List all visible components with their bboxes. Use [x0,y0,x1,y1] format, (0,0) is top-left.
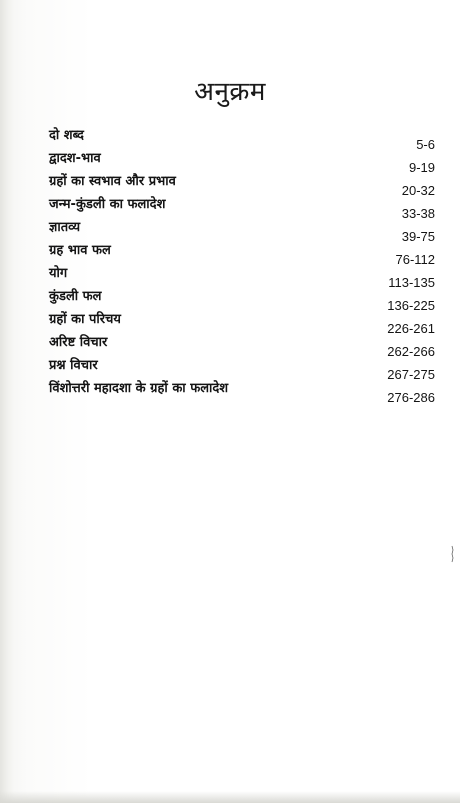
toc-entry-pages: 39-75 [401,229,435,244]
toc-entry [49,266,441,289]
paper-mark [451,545,454,563]
toc-entry [49,128,441,151]
toc-entry-title: ग्रहों का स्वभाव और प्रभाव [49,174,176,189]
toc-entry-pages: 136-225 [387,298,435,313]
toc-entry-pages: 226-261 [387,321,435,336]
toc-entry-pages: 262-266 [387,344,435,359]
toc-entry-title: ग्रहों का परिचय [49,312,121,327]
toc-entry-title: ग्रह भाव फल [49,243,111,258]
toc-entry [49,381,441,404]
toc-entry [49,243,441,266]
toc-entry [49,358,441,381]
toc-entry-title: विंशोत्तरी महादशा के ग्रहों का फलादेश [49,381,229,396]
toc-entry-title: द्वादश-भाव [49,151,101,166]
toc-entry-pages: 33-38 [401,206,435,221]
toc-entry [49,197,441,220]
toc-entry [49,312,441,335]
toc-entry [49,220,441,243]
toc-entry-pages: 113-135 [388,275,435,290]
table-of-contents [49,128,441,404]
toc-entry-pages: 76-112 [395,252,435,267]
toc-entry-pages: 9-19 [408,160,435,175]
toc-entry-pages: 5-6 [416,137,435,152]
toc-entry [49,151,441,174]
toc-entry [49,174,441,197]
toc-entry-title: जन्म-कुंडली का फलादेश [49,197,166,212]
toc-entry-title: दो शब्द [49,128,84,143]
toc-entry-pages: 267-275 [387,367,435,382]
toc-entry [49,289,441,312]
toc-entry-title: ज्ञातव्य [49,220,81,235]
toc-entry-title: कुंडली फल [49,289,102,304]
toc-entry-title: अरिष्ट विचार [49,335,108,350]
toc-entry-pages: 20-32 [401,183,435,198]
toc-entry [49,335,441,358]
page-title: अनुक्रम [194,77,266,107]
toc-entry-title: योग [49,266,68,281]
toc-entry-title: प्रश्न विचार [49,358,98,373]
toc-entry-pages: 276-286 [387,390,435,405]
